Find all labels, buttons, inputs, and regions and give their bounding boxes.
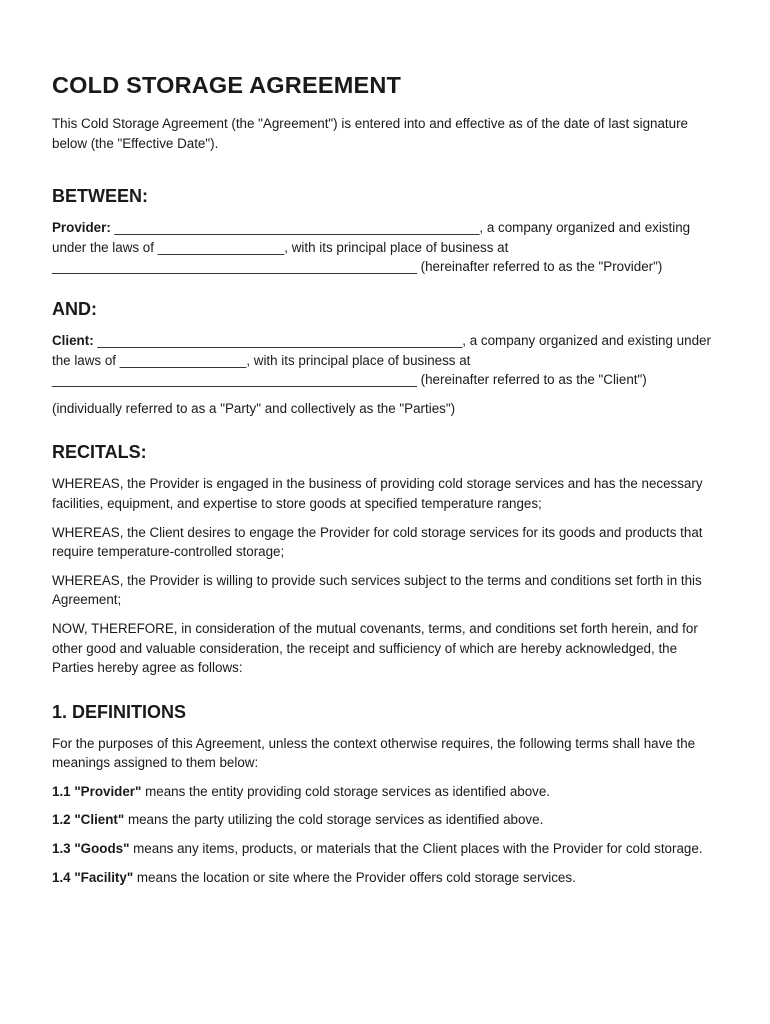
client-paragraph <box>52 331 718 390</box>
definition-item <box>52 810 718 830</box>
definition-term: 1.3 "Goods" <box>52 841 130 857</box>
definition-text: means the location or site where the Provider offers cold storage services. <box>133 869 576 885</box>
definition-text: means any items, products, or materials that the Client places with the Provider for cold storage. <box>129 841 703 857</box>
and-heading: AND: <box>52 298 97 319</box>
document-body <box>52 70 718 887</box>
definition-item <box>52 782 718 802</box>
definition-term: 1.2 "Client" <box>52 812 125 828</box>
between-heading: BETWEEN: <box>52 186 148 207</box>
definition-text: means the party utilizing the cold storage services as identified above. <box>124 812 544 828</box>
recital-paragraph: WHEREAS, the Provider is engaged in the business of providing cold storage services and has the necessary facilities, equipment, and expertise to store goods at specified temperature ranges; <box>52 476 703 511</box>
definition-item <box>52 868 718 888</box>
recital-paragraph: WHEREAS, the Client desires to engage the Provider for cold storage services for its goods and products that require temperature-controlled storage; <box>52 524 703 560</box>
recitals-heading: RECITALS: <box>52 442 147 463</box>
definition-text: means the entity providing cold storage services as identified above. <box>141 783 551 799</box>
recital-paragraph: WHEREAS, the Provider is willing to provide such services subject to the terms and conditions set forth in this Agreement; <box>52 572 702 608</box>
client-text: _________________________________________________, a company organized and existing under the laws of _________________, with its principal place of business at _________________________________________________ (hereinafter referred to as the "Client") <box>52 332 711 388</box>
document-title: COLD STORAGE AGREEMENT <box>52 72 402 98</box>
intro-paragraph: This Cold Storage Agreement (the "Agreement") is entered into and effective as of the date of last signature below (the "Effective Date"). <box>52 116 689 151</box>
definitions-heading: 1. DEFINITIONS <box>52 701 187 722</box>
recital-paragraph: NOW, THEREFORE, in consideration of the mutual covenants, terms, and conditions set forth herein, and for other good and valuable consideration, the receipt and sufficiency of which are hereby acknowledged, the Parties hereby agree as follows: <box>52 620 698 676</box>
parties-note: (individually referred to as a "Party" and collectively as the "Parties") <box>52 400 456 416</box>
definition-term: 1.1 "Provider" <box>52 783 142 799</box>
client-label: Client: <box>52 332 94 348</box>
provider-label: Provider: <box>52 220 111 236</box>
provider-paragraph <box>52 218 718 277</box>
definition-term: 1.4 "Facility" <box>52 869 134 885</box>
provider-text: _________________________________________________, a company organized and existing under the laws of _________________, with its principal place of business at _________________________________________________ (hereinafter referred to as the "Provider") <box>52 220 691 275</box>
definition-item <box>52 839 718 859</box>
definitions-intro: For the purposes of this Agreement, unless the context otherwise requires, the following terms shall have the meanings assigned to them below: <box>52 735 696 771</box>
